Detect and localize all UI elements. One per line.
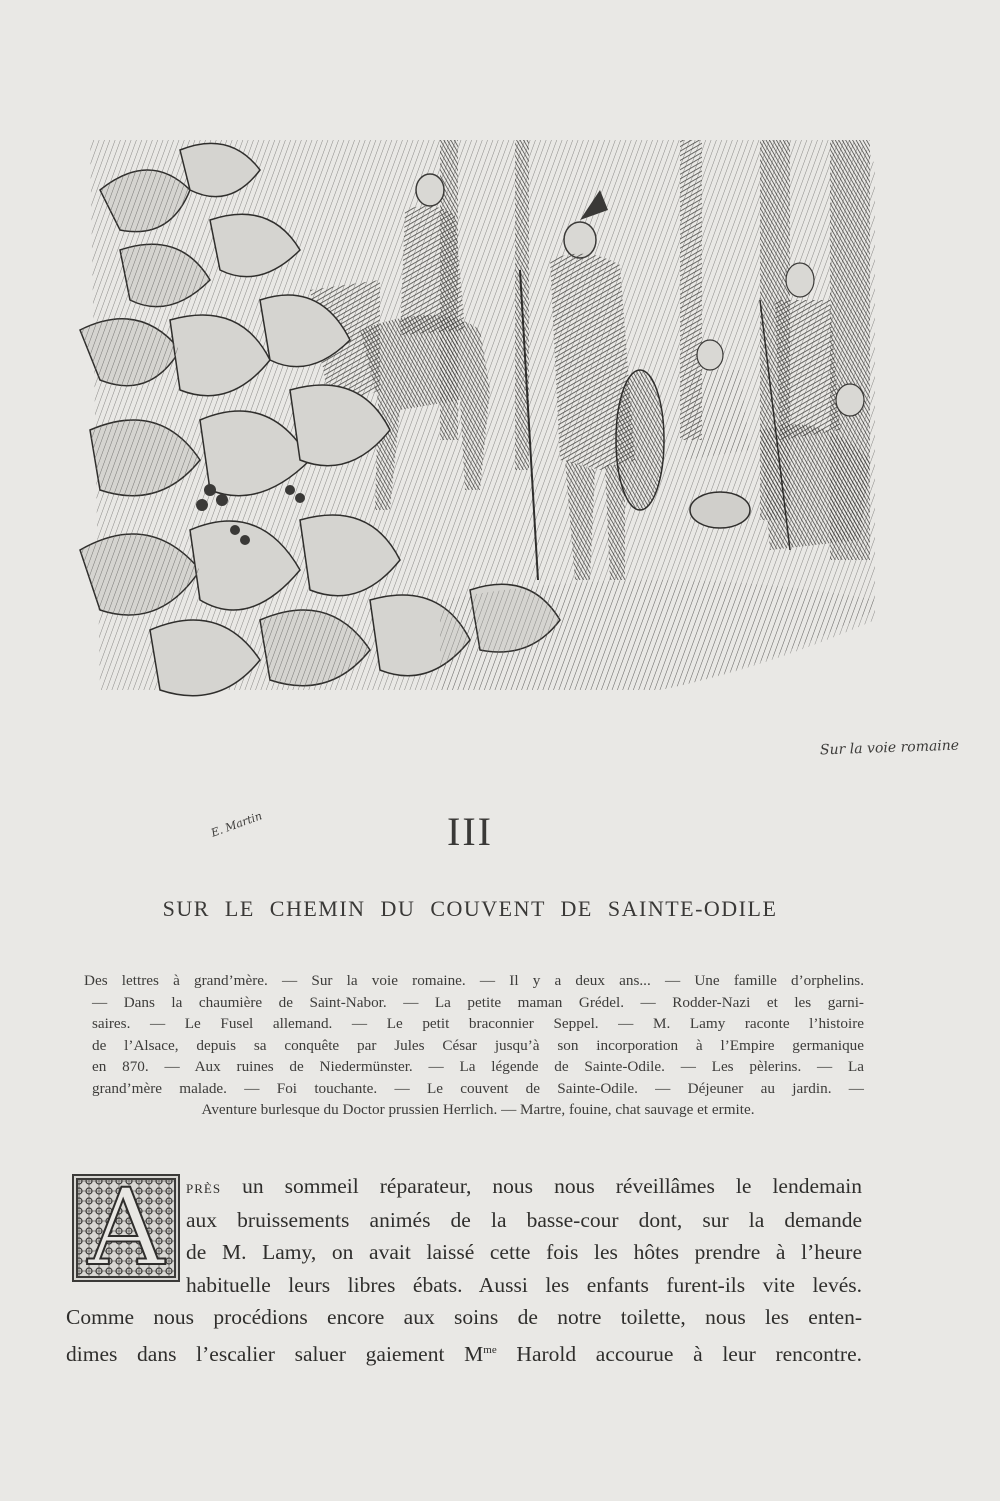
- summary-line: — Dans la chaumière de Saint-Nabor. — La petite maman Grédel. — Rodder-Nazi et les garni-: [92, 993, 864, 1011]
- body-line: Comme nous procédions encore aux soins de notre toilette, nous les enten-: [66, 1305, 862, 1329]
- summary-line: Aventure burlesque du Doctor prussien Herrlich. — Martre, fouine, chat sauvage et ermite.: [201, 1101, 755, 1118]
- body-paragraph: [66, 1166, 862, 1370]
- smallcaps-word: près: [186, 1177, 222, 1197]
- artist-signature: E. Martin: [209, 809, 264, 840]
- body-line: aux bruissements animés de la basse-cour dont, sur la demande: [186, 1207, 862, 1232]
- summary-line: en 870. — Aux ruines de Niedermünster. — La légende de Sainte-Odile. — Les pèlerins. — La: [92, 1058, 864, 1075]
- chapter-number: III: [447, 809, 493, 854]
- summary-line: de l’Alsace, depuis sa conquête par Jules César jusqu’à son incorporation à l’Empire germanique: [92, 1036, 864, 1054]
- summary-line: Des lettres à grand’mère. — Sur la voie romaine. — Il y a deux ans... — Une famille d’orphelins.: [84, 972, 864, 989]
- summary-line: grand’mère malade. — Foi touchante. — Le couvent de Sainte-Odile. — Déjeuner au jardin. —: [92, 1079, 864, 1097]
- body-line: habituelle leurs libres ébats. Aussi les enfants furent-ils vite levés.: [186, 1272, 862, 1297]
- body-line: [66, 1334, 862, 1371]
- body-line-text: Harold accourue à leur rencontre.: [496, 1341, 862, 1366]
- illustration-caption: Sur la voie romaine: [819, 737, 960, 759]
- forest-scene-engraving: [60, 130, 890, 740]
- body-line-text: un sommeil réparateur, nous nous réveillâmes le lendemain: [221, 1174, 862, 1198]
- body-line: de M. Lamy, on avait laissé cette fois les hôtes prendre à l’heure: [186, 1240, 862, 1264]
- chapter-summary: [84, 970, 864, 1121]
- chapter-title: SUR LE CHEMIN DU COUVENT DE SAINTE-ODILE: [162, 896, 778, 921]
- body-line: [66, 1170, 862, 1204]
- body-line-text: dimes dans l’escalier saluer gaiement M: [66, 1341, 484, 1366]
- dropcap-letter: A: [87, 1166, 165, 1289]
- abbreviation-superscript: me: [483, 1343, 497, 1356]
- summary-line: saires. — Le Fusel allemand. — Le petit braconnier Seppel. — M. Lamy raconte l’histoire: [92, 1015, 864, 1032]
